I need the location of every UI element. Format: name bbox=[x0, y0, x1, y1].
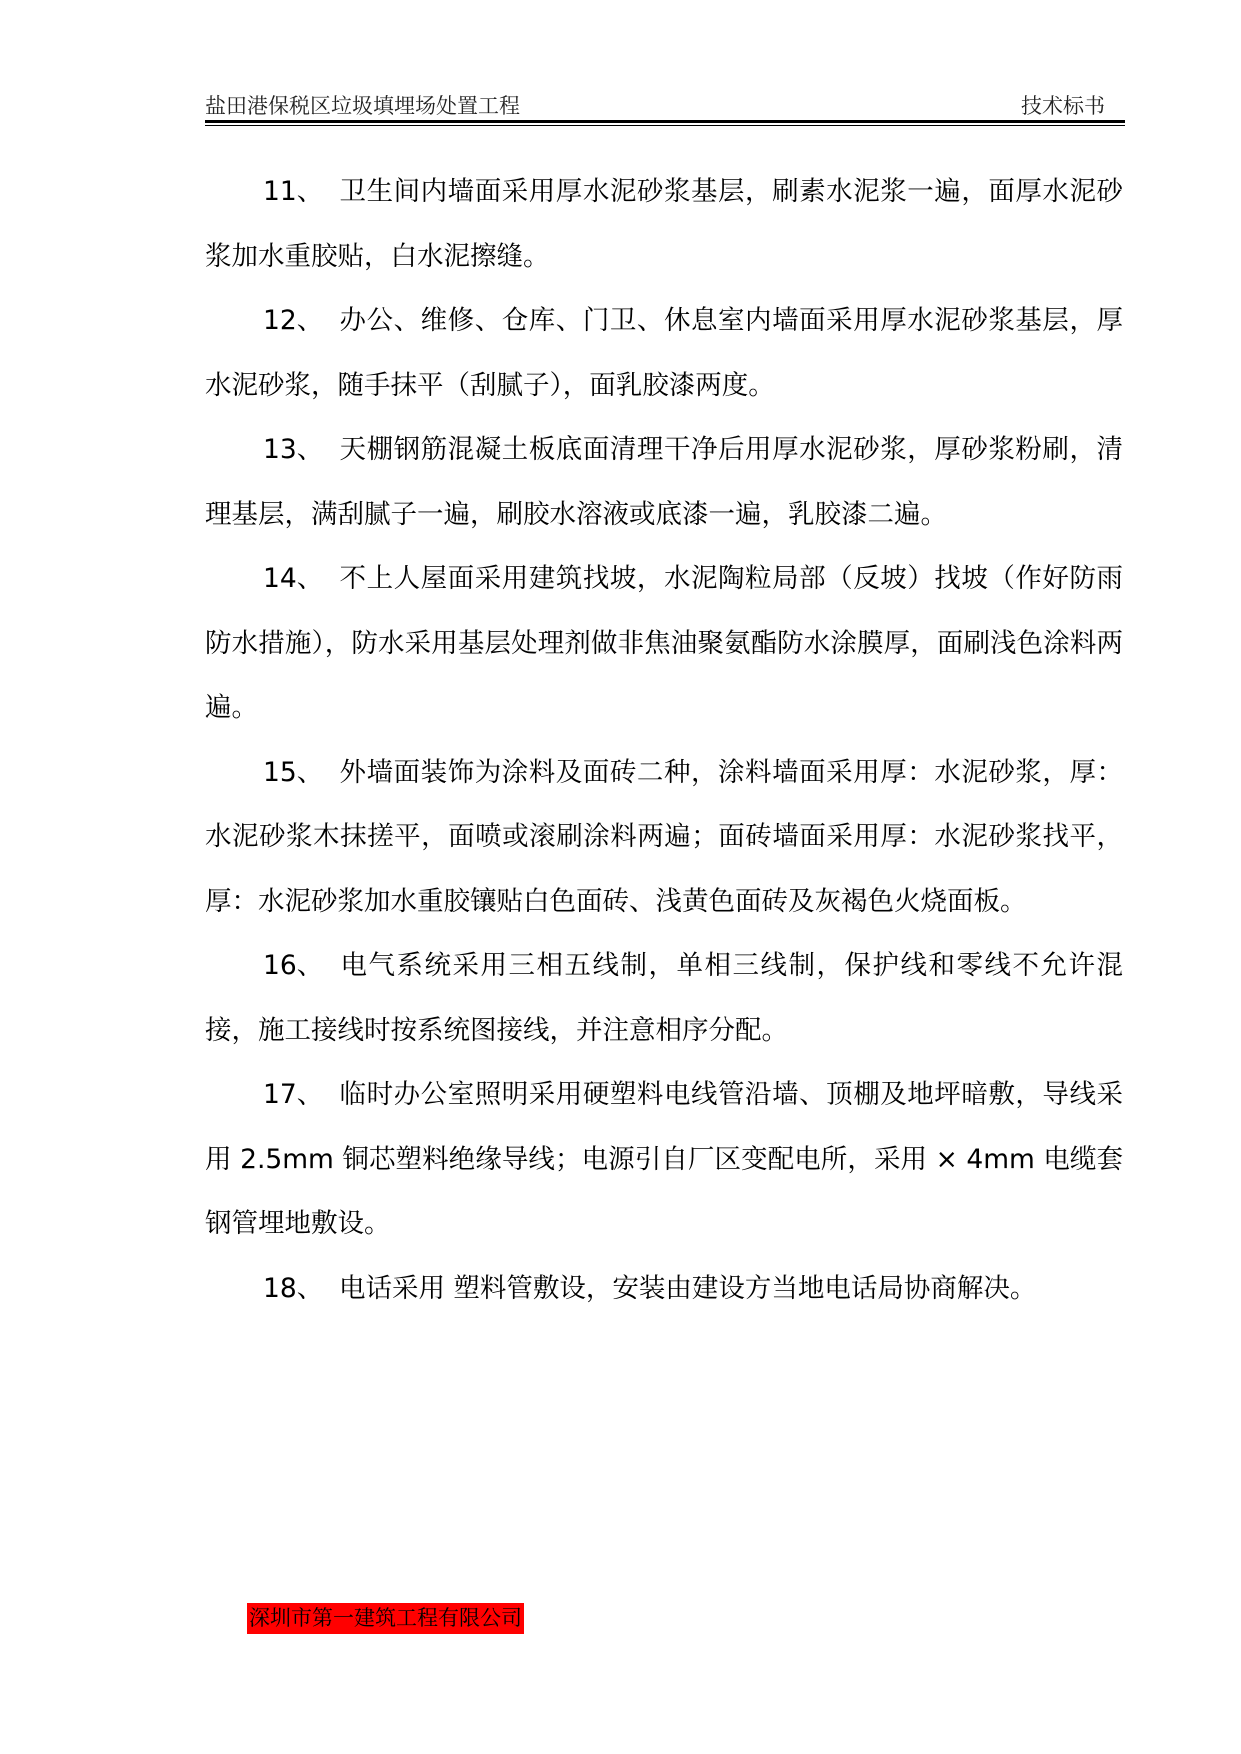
item-number: 11、 bbox=[263, 176, 324, 207]
item-text: 不上人屋面采用建筑找坡，水泥陶粒局部（反坡）找坡（作好防雨防水措施），防水采用基层处理剂做非焦油聚氨酯防水涂膜厚，面刷浅色涂料两遍。 bbox=[205, 563, 1123, 723]
document-body bbox=[205, 160, 1123, 1321]
header-doc-type: 技术标书 bbox=[1021, 94, 1105, 118]
item-number: 16、 bbox=[263, 950, 324, 981]
item-number: 13、 bbox=[263, 434, 324, 465]
item-text: 天棚钢筋混凝土板底面清理干净后用厚水泥砂浆，厚砂浆粉刷，清理基层，满刮腻子一遍，刷胶水溶液或底漆一遍，乳胶漆二遍。 bbox=[205, 434, 1123, 530]
item-number: 18、 bbox=[263, 1272, 324, 1304]
list-item-12 bbox=[205, 289, 1123, 418]
list-item-13 bbox=[205, 418, 1123, 547]
list-item-17 bbox=[205, 1063, 1123, 1257]
page-header bbox=[205, 84, 1125, 120]
item-text: 办公、维修、仓库、门卫、休息室内墙面采用厚水泥砂浆基层，厚水泥砂浆，随手抹平（刮腻子），面乳胶漆两度。 bbox=[205, 305, 1123, 401]
header-rule-thin bbox=[205, 125, 1125, 126]
list-item-18 bbox=[205, 1257, 1123, 1322]
header-rule-thick bbox=[205, 120, 1125, 123]
list-item-16 bbox=[205, 934, 1123, 1063]
item-number: 15、 bbox=[263, 756, 324, 788]
item-text: 电话采用 塑料管敷设，安装由建设方当地电话局协商解决。 bbox=[339, 1272, 1037, 1304]
list-item-14 bbox=[205, 547, 1123, 741]
item-number: 14、 bbox=[263, 563, 324, 594]
item-number: 17、 bbox=[263, 1079, 324, 1110]
item-number: 12、 bbox=[263, 305, 324, 336]
item-text: 电气系统采用三相五线制，单相三线制，保护线和零线不允许混接，施工接线时按系统图接线，并注意相序分配。 bbox=[205, 950, 1123, 1046]
list-item-11 bbox=[205, 160, 1123, 289]
list-item-15 bbox=[205, 741, 1123, 935]
header-project-title: 盐田港保税区垃圾填埋场处置工程 bbox=[205, 94, 520, 118]
item-text: 外墙面装饰为涂料及面砖二种，涂料墙面采用厚：水泥砂浆，厚：水泥砂浆木抹搓平，面喷或滚刷涂料两遍；面砖墙面采用厚：水泥砂浆找平，厚：水泥砂浆加水重胶镶贴白色面砖、浅黄色面砖及灰褐色火烧面板。 bbox=[205, 756, 1123, 917]
item-text: 卫生间内墙面采用厚水泥砂浆基层，刷素水泥浆一遍，面厚水泥砂浆加水重胶贴，白水泥擦缝。 bbox=[205, 176, 1123, 272]
footer-company-name: 深圳市第一建筑工程有限公司 bbox=[247, 1603, 524, 1634]
item-text: 临时办公室照明采用硬塑料电线管沿墙、顶棚及地坪暗敷，导线采用 2.5mm 铜芯塑料绝缘导线；电源引自厂区变配电所，采用 × 4mm 电缆套钢管埋地敷设。 bbox=[205, 1079, 1123, 1239]
